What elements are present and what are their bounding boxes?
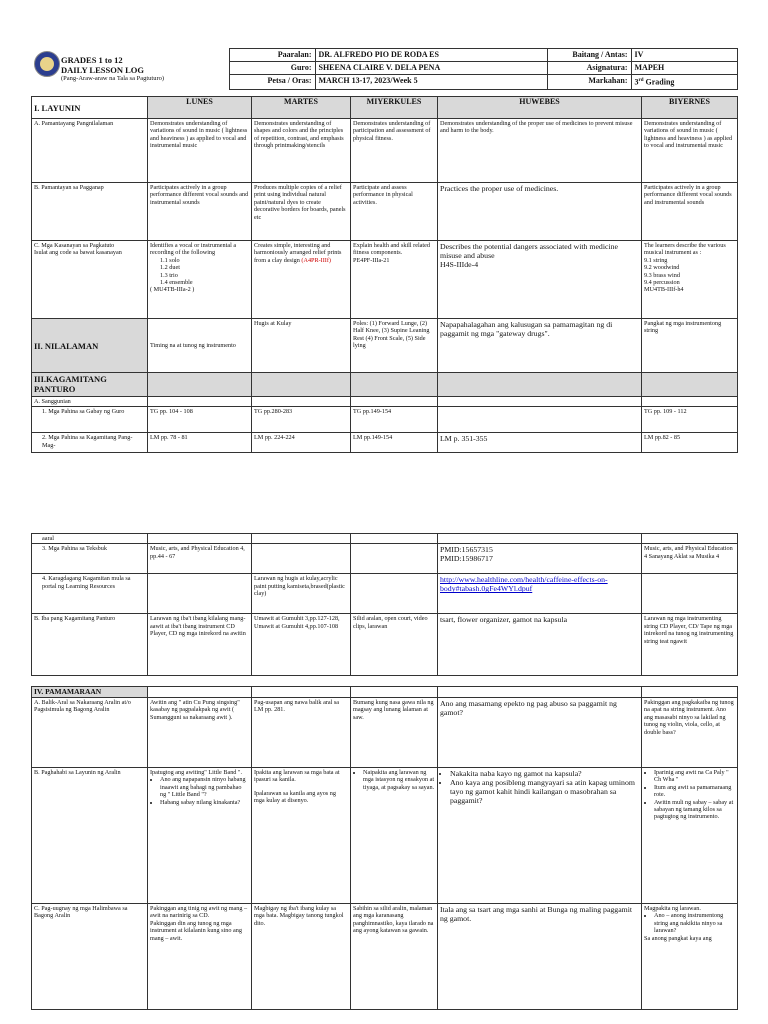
list-item: • Habang sabay nilang kinakanta? bbox=[160, 799, 249, 806]
row-label-pangnilalaman: A. Pamantayang Pangnilalaman bbox=[32, 119, 148, 183]
cell: Pangkat ng mga instrumentong string bbox=[642, 319, 738, 373]
sanggunian-label: A. Sanggunian bbox=[32, 397, 148, 407]
cell: Demonstrates understanding of variations of sound in music ( lightness and heaviness ) as applied to vocal and instrumental music bbox=[642, 119, 738, 183]
cell: TG pp.280-283 bbox=[252, 407, 351, 433]
subject-value: MAPEH bbox=[631, 62, 737, 75]
nilalaman-heading: II. NILALAMAN bbox=[32, 319, 148, 373]
cell: Music, arts, and Physical Education 4 Sanayang Aklat sa Musika 4 bbox=[642, 544, 738, 574]
cell: Itala ang sa tsart ang mga sanhi at Bunga ng maling paggamit ng gamot. bbox=[438, 904, 642, 1010]
header-table bbox=[31, 48, 738, 90]
row-label-teksbuk: 3. Mga Pahina sa Teksbuk bbox=[32, 544, 148, 574]
kagamitan-heading: III.KAGAMITANG PANTURO bbox=[32, 373, 148, 397]
healthline-link[interactable]: http://www.healthline.com/health/caffeine-effects-on-body#tabash.0gFe4WYl.dpuf bbox=[440, 575, 608, 594]
c4-code: H4S-IIIde-4 bbox=[440, 260, 479, 269]
school-label: Paaralan: bbox=[229, 49, 315, 62]
cell: Participates actively in a group performance different vocal sounds and instrumental sounds bbox=[148, 183, 252, 241]
cell: Demonstrates understanding of shapes and colors and the principles of repetition, contrast, and emphasis through printmaking/stencils bbox=[252, 119, 351, 183]
cell bbox=[351, 241, 438, 319]
cell bbox=[642, 768, 738, 904]
list-item: 9.4 percussion bbox=[644, 279, 680, 287]
cell: Larawan ng hugis at kulay,acrylic paint putting kamiseta,brased(plastic clay) bbox=[252, 574, 351, 614]
list-item: • Ano – anong instrumentong string ang nakikita ninyo sa larawan? bbox=[654, 912, 735, 934]
list-item: 9.3 brass wind bbox=[644, 271, 680, 279]
b2-text-b: Ipalarawan sa kanila ang ayos ng mga kulay at disenyo. bbox=[254, 789, 336, 805]
cell: LM pp.149-154 bbox=[351, 433, 438, 453]
cell: Demonstrates understanding of participation and assessment of physical fitness. bbox=[351, 119, 438, 183]
list-item: 9.2 woodwind bbox=[644, 264, 680, 272]
pamamaraan-heading: IV. PAMAMARAAN bbox=[32, 687, 148, 698]
kasanayan-label: C. Mga Kasanayan sa Pagkatuto bbox=[34, 242, 115, 249]
day-huwebes: HUWEBES bbox=[438, 97, 642, 119]
row-label-karagdagang: 4. Karagdagang Kagamitan mula sa portal ng Learning Resources bbox=[32, 574, 148, 614]
row-label-pagganap: B. Pamantayan sa Pagganap bbox=[32, 183, 148, 241]
lesson-table-page2 bbox=[31, 533, 738, 676]
c2-text: Creates simple, interesting and harmoniously arranged relief prints from a clay design bbox=[254, 242, 342, 264]
c5-intro: Magpakita ng larawan. bbox=[644, 905, 701, 912]
cell: Napapahalagahan ang kalusugan sa pamamagitan ng di paggamit ng mga "gateway drugs". bbox=[438, 319, 642, 373]
row-label-cont: aaral bbox=[32, 534, 148, 544]
date-label: Petsa / Oras: bbox=[229, 75, 315, 90]
cell: LM pp. 224-224 bbox=[252, 433, 351, 453]
cell: Produces multiple copies of a relief print using individual natural paint/natural dyes to create decorative borders for boards, panels etc bbox=[252, 183, 351, 241]
c1-text-a: Pakinggan ang tinig ng awit ng mang – awit na narinirig sa CD. bbox=[150, 905, 248, 920]
dll-grades-title: GRADES 1 to 12 bbox=[61, 54, 123, 65]
c5-text: The learners describe the various musical instrument as : bbox=[644, 242, 726, 257]
cell bbox=[642, 904, 738, 1010]
day-martes: MARTES bbox=[252, 97, 351, 119]
cell: TG pp. 109 - 112 bbox=[642, 407, 738, 433]
row-label-balik-aral: A. Balik-Aral sa Nakaraang Aralin at/o Pagsisimula ng Bagong Aralin bbox=[32, 698, 148, 768]
cell bbox=[438, 574, 642, 614]
cell: Magbigay ng iba't ibang kulay sa mga bata. Magbigay tanong tungkol dito. bbox=[252, 904, 351, 1010]
list-item: • Naipakita ang larawan ng mga istasyon ng ensakyon at tiyaga, at pagsakay sa sayan. bbox=[363, 769, 435, 791]
b1-intro: Ipatugtog ang awiting" Little Band ". bbox=[150, 769, 243, 776]
row-label-kasanayan bbox=[32, 241, 148, 319]
b2-text-a: Ipakita ang larawan sa mga bata at ipasuri sa kanila. bbox=[254, 769, 340, 784]
cell: Music, arts, and Physical Education 4, pp.44 - 67 bbox=[148, 544, 252, 574]
dll-title: DAILY LESSON LOG bbox=[61, 64, 144, 75]
cell bbox=[252, 241, 351, 319]
cell: LM pp.82 - 85 bbox=[642, 433, 738, 453]
grade-value: IV bbox=[631, 49, 737, 62]
lesson-table-page1 bbox=[31, 96, 738, 453]
kasanayan-code-label: Isulat ang code sa bawat kasanayan bbox=[34, 249, 122, 257]
list-item: • Itum ang awit sa pamamaraang rote. bbox=[654, 784, 735, 799]
cell: Sabihin sa silid aralin, malaman ang mga karanasang panghimnastiko, kaya ilarado na ang ayong katawan sa gawain. bbox=[351, 904, 438, 1010]
cell: Demonstrates understanding of the proper use of medicines to prevent misuse and harm to the body. bbox=[438, 119, 642, 183]
cell: Pakinggan ang pagkakaiba ng tunog na apat na string instrument. Ano ang masasabi ninyo sa lakilad ng tunog ng violin, viola, cello, at double bass? bbox=[642, 698, 738, 768]
c3-code: PE4PF-IIIa-21 bbox=[353, 256, 390, 264]
dll-subtitle: (Pang-Araw-araw na Tala sa Pagtuturo) bbox=[61, 74, 165, 82]
list-item: 1.4 ensemble bbox=[160, 279, 193, 287]
list-item: • Ano ang napapansin ninyo habang inaawit ang bahagi ng pambahao ng " Little Band "? bbox=[160, 776, 249, 798]
list-item: 1.3 trio bbox=[160, 271, 178, 279]
cell: Poles: (1) Forward Lunge, (2) Half Knee, (3) Supine Leaning Rest (4) Front Scale, (5) Side lying bbox=[351, 319, 438, 373]
day-lunes: LUNES bbox=[148, 97, 252, 119]
cell bbox=[148, 904, 252, 1010]
teacher-label: Guro: bbox=[229, 62, 315, 75]
cell: Timing na at tunog ng instrumento bbox=[148, 319, 252, 373]
cell bbox=[438, 407, 642, 433]
day-miyerkules: MIYERKULES bbox=[351, 97, 438, 119]
cell bbox=[438, 544, 642, 574]
cell: TG pp.149-154 bbox=[351, 407, 438, 433]
cell bbox=[148, 241, 252, 319]
school-value: DR. ALFREDO PIO DE RODA ES bbox=[315, 49, 547, 62]
teacher-value: SHEENA CLAIRE V. DELA PENA bbox=[315, 62, 547, 75]
list-item: • Awitin muli ng sabay – sabay at sabayan ng tamang kilos sa pagtugtog ng instrumento. bbox=[654, 799, 735, 821]
cell: Practices the proper use of medicines. bbox=[438, 183, 642, 241]
cell bbox=[642, 241, 738, 319]
c4-text: Describes the potential dangers associated with medicine misuse and abuse bbox=[440, 242, 618, 260]
cell: Silid aralan, open court, video clips, larawan bbox=[351, 614, 438, 676]
date-value: MARCH 13-17, 2023/Week 5 bbox=[315, 75, 547, 90]
cell: Participate and assess performance in physical activities. bbox=[351, 183, 438, 241]
cell: TG pp. 104 - 108 bbox=[148, 407, 252, 433]
c3-text: Explain health and skill related fitness components. bbox=[353, 242, 430, 257]
cell: Participates actively in a group performance different vocal sounds and instrumental sounds bbox=[642, 183, 738, 241]
list-item: 1.1 solo bbox=[160, 256, 180, 264]
grade-label: Baitang / Antas: bbox=[547, 49, 631, 62]
c1-intro: Identifies a vocal or instrumental a recording of the following bbox=[150, 242, 237, 257]
cell: LM p. 351-355 bbox=[438, 433, 642, 453]
cell bbox=[438, 241, 642, 319]
c5-tail: Sa anong pangkat kaya ang bbox=[644, 934, 712, 942]
pamamaraan-table bbox=[31, 686, 738, 1010]
row-label-pag-uugnay: C. Pag-uugnay ng mga Halimbawa sa Bagong Aralin bbox=[32, 904, 148, 1010]
cell: Larawan ng mga instrumenting string CD Player, CD/ Tape ng mga inirekord na tunog ng instrumenting string teat ngawit bbox=[642, 614, 738, 676]
cell: Larawan ng iba't ibang kilalang mang-aawit at iba't ibang instrument CD Player, CD ng mga inirekord na awitin bbox=[148, 614, 252, 676]
quarter-value: 3rd Grading bbox=[631, 75, 737, 90]
cell bbox=[351, 768, 438, 904]
list-item: 1.2 duet bbox=[160, 264, 180, 272]
cell bbox=[438, 768, 642, 904]
c5-code: MU4TB-IIIf-h4 bbox=[644, 286, 684, 294]
cell: Ano ang masamang epekto ng pag abuso sa paggamit ng gamot? bbox=[438, 698, 642, 768]
row-label-kagamitang: 2. Mga Pahina sa Kagamitang Pang-Mag- bbox=[32, 433, 148, 453]
cell: Hugis at Kulay bbox=[252, 319, 351, 373]
row-label-iba-pang: B. Iba pang Kagamitang Panturo bbox=[32, 614, 148, 676]
cell: tsart, flower organizer, gamot na kapsula bbox=[438, 614, 642, 676]
list-item: • Nakakita naba kayo ng gamot na kapsula? bbox=[450, 769, 639, 778]
layunin-heading: I. LAYUNIN bbox=[32, 97, 148, 119]
cell: Pag-usapan ang nawa balik aral sa LM pp. 281. bbox=[252, 698, 351, 768]
row-label-gabay: 1. Mga Pahina sa Gabay ng Guro bbox=[32, 407, 148, 433]
pmid-1: PMID:15657315 bbox=[440, 545, 493, 555]
c1-text-b: Pakinggan din ang tunog ng mga instrument at kilalanin kung sino ang mang – awit. bbox=[150, 919, 242, 942]
cell bbox=[148, 768, 252, 904]
quarter-label: Markahan: bbox=[547, 75, 631, 90]
cell: Demonstrates understanding of variations of sound in music ( lightness and heaviness ) as applied to vocal and instrumental music bbox=[148, 119, 252, 183]
pmid-2: PMID:15986717 bbox=[440, 554, 493, 564]
list-item: • Ano kaya ang posibleng mangyayari sa atin kapag uminom tayo ng gamot kahit hindi kailangan o masobrahan sa paggamit? bbox=[450, 778, 639, 805]
list-item: 9.1 string bbox=[644, 256, 668, 264]
c2-code: (A4PR-IIIf) bbox=[301, 256, 331, 264]
row-label-paghahabi: B. Paghahabi sa Layunin ng Aralin bbox=[32, 768, 148, 904]
cell bbox=[252, 768, 351, 904]
cell: Awitin ang " atin Cu Pung singsing" kasabay ng pagpalakpak ng awit ( Sumangguni sa nakaraang awit ). bbox=[148, 698, 252, 768]
day-biyernes: BIYERNES bbox=[642, 97, 738, 119]
cell: Bumang kung nasa gawa nila ng magsay ang lunang lalaman at saw. bbox=[351, 698, 438, 768]
cell: Umawit at Gumuhit 3,pp.127-128, Umawit at Gumuhit 4,pp.107-108 bbox=[252, 614, 351, 676]
subject-label: Asignatura: bbox=[547, 62, 631, 75]
cell: LM pp. 78 - 81 bbox=[148, 433, 252, 453]
list-item: • Iparinig ang awit na Ca Paly " Ch Wha " bbox=[654, 769, 735, 784]
c1-code: ( MU4TB-IIIa-2 ) bbox=[150, 286, 195, 294]
